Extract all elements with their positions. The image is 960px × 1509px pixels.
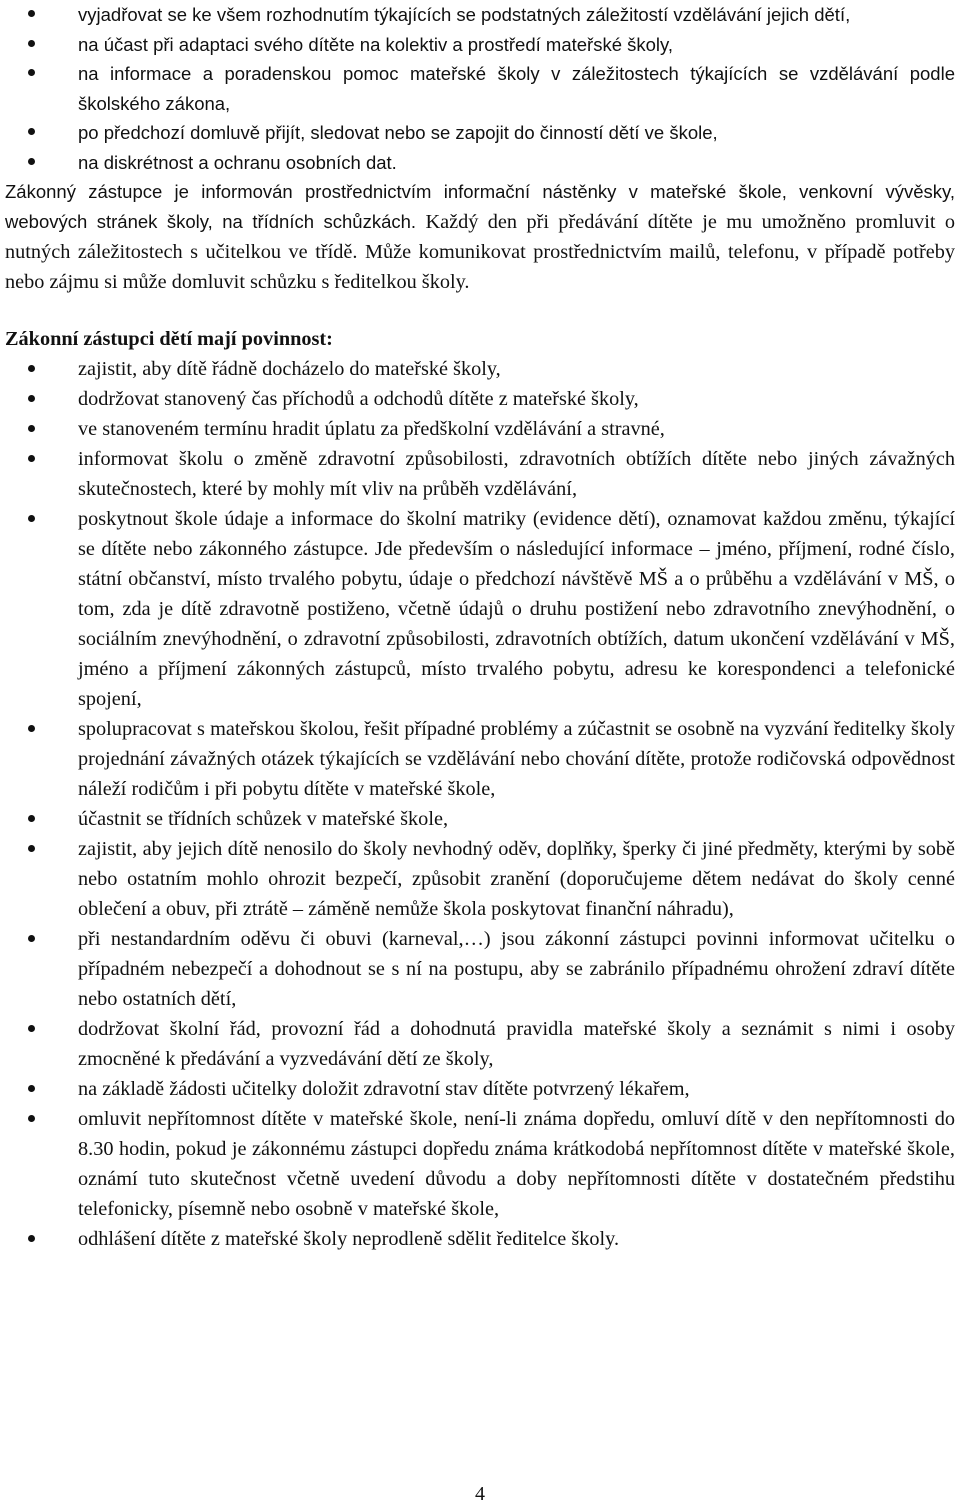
list-item: účastnit se třídních schůzek v mateřské škole, — [5, 804, 955, 834]
document-page — [5, 0, 955, 1254]
list-item: na účast při adaptaci svého dítěte na kolektiv a prostředí mateřské školy, — [5, 30, 955, 60]
list-item: spolupracovat s mateřskou školou, řešit případné problémy a zúčastnit se osobně na vyzvání ředitelky školy projednání závažných otázek týkajících se vzdělávání nebo chování dítěte, protože rodičovská odpovědnost náleží rodičům i při pobytu dítěte v mateřské škole, — [5, 714, 955, 804]
list-item: při nestandardním oděvu či obuvi (karneval,…) jsou zákonní zástupci povinni informovat učitelku o případném nebezpečí a dohodnout se s ní na postupu, aby se zabránilo případnému ohrožení zdraví dítěte nebo ostatních dětí, — [5, 924, 955, 1014]
list-item: na diskrétnost a ochranu osobních dat. — [5, 148, 955, 178]
rights-list — [5, 0, 955, 177]
list-item: zajistit, aby jejich dítě nenosilo do školy nevhodný oděv, doplňky, šperky či jiné předměty, kterými by sobě nebo ostatním mohlo ohrozit bezpečí, způsobit zranění (doporučujeme dětem nedávat do školy cenné oblečení a obuv, při ztrátě – záměně nemůže škola poskytovat finanční náhradu), — [5, 834, 955, 924]
list-item: poskytnout škole údaje a informace do školní matriky (evidence dětí), oznamovat každou změnu, týkající se dítěte nebo zákonného zástupce. Jde především o následující informace – jméno, příjmení, rodné číslo, státní občanství, místo trvalého pobytu, údaje o předchozí návštěvě MŠ a o průběhu a vzdělávání v MŠ, o tom, zda je dítě zdravotně postiženo, včetně údajů o druhu postižení nebo zdravotního znevýhodnění, o sociálním znevýhodnění, o zdravotní způsobilosti, zdravotních obtížích, datum ukončení vzdělávání v MŠ, jméno a příjmení zákonných zástupců, místo trvalého pobytu, adresu ke korespondenci a telefonické spojení, — [5, 504, 955, 714]
list-item: zajistit, aby dítě řádně docházelo do mateřské školy, — [5, 354, 955, 384]
list-item: omluvit nepřítomnost dítěte v mateřské škole, není-li známa dopředu, omluví dítě v den nepřítomnosti do 8.30 hodin, pokud je zákonnému zástupci dopředu známa krátkodobá nepřítomnost dítěte v mateřské škole, oznámí tuto skutečnost včetně uvedení důvodu a doby nepřítomnosti dítěte v dostatečném předstihu telefonicky, písemně nebo osobně v mateřské škole, — [5, 1104, 955, 1224]
info-paragraph-part1: Zákonný zástupce je informován prostřednictvím informační nástěnky v mateřské škole, venkovní vývěsky, webových stránek školy, na třídních schůzkách. — [5, 181, 955, 232]
list-item: po předchozí domluvě přijít, sledovat nebo se zapojit do činností dětí ve škole, — [5, 118, 955, 148]
list-item: informovat školu o změně zdravotní způsobilosti, zdravotních obtížích dítěte nebo jiných závažných skutečnostech, které by mohly mít vliv na průběh vzdělávání, — [5, 444, 955, 504]
info-paragraph-part2: Každý den při předávání dítěte je mu umožněno promluvit o nutných záležitostech s učitelkou ve třídě. Může komunikovat prostřednictvím mailů, telefonu, v případě potřeby nebo zájmu si může domluvit schůzku s ředitelkou školy. — [5, 210, 956, 293]
list-item: na informace a poradenskou pomoc mateřské školy v záležitostech týkajících se vzdělávání podle školského zákona, — [5, 59, 955, 118]
list-item: ve stanoveném termínu hradit úplatu za předškolní vzdělávání a stravné, — [5, 414, 955, 444]
list-item: dodržovat stanovený čas příchodů a odchodů dítěte z mateřské školy, — [5, 384, 955, 414]
info-paragraph — [5, 177, 955, 297]
duties-heading: Zákonní zástupci dětí mají povinnost: — [5, 327, 333, 350]
list-item: odhlášení dítěte z mateřské školy neprodleně sdělit ředitelce školy. — [5, 1224, 955, 1254]
list-item: vyjadřovat se ke všem rozhodnutím týkajících se podstatných záležitostí vzdělávání jejich dětí, — [5, 0, 955, 30]
duties-list — [5, 354, 955, 1254]
list-item: dodržovat školní řád, provozní řád a dohodnutá pravidla mateřské školy a seznámit s nimi i osoby zmocněné k předávání a vyzvedávání dětí ze školy, — [5, 1014, 955, 1074]
page-number: 4 — [475, 1483, 485, 1505]
list-item: na základě žádosti učitelky doložit zdravotní stav dítěte potvrzený lékařem, — [5, 1074, 955, 1104]
